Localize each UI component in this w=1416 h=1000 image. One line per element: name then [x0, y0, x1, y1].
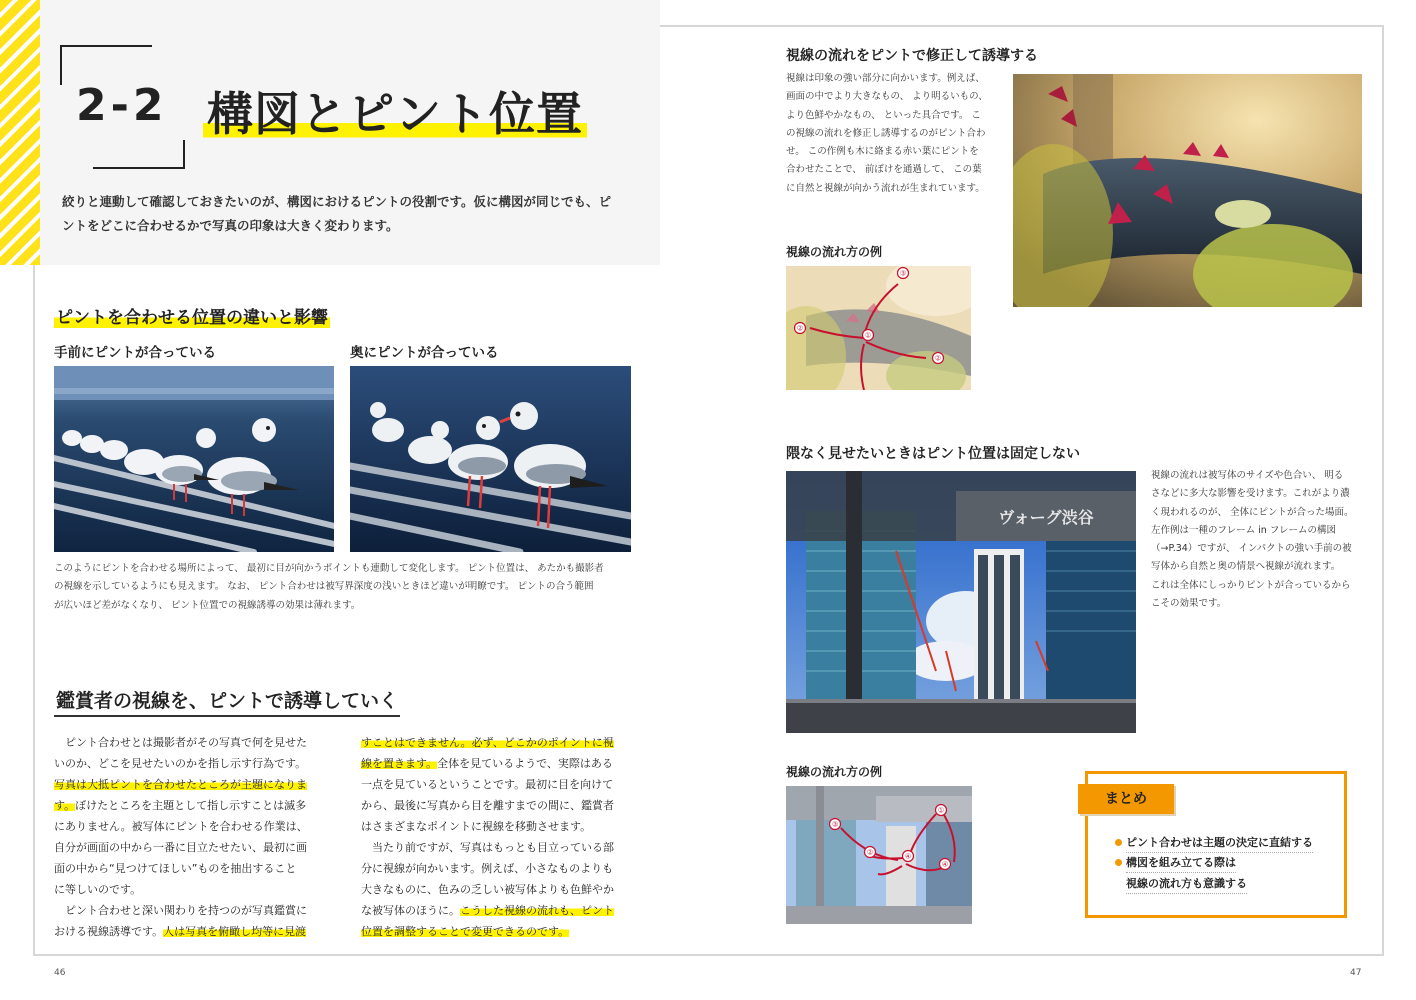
marker-2b: ②	[934, 354, 942, 363]
caption-line: このようにピントを合わせる場所によって、 最初に目が向かうポイントも連動して変化します。 ピント位置は、 あたかも撮影者	[54, 563, 604, 574]
text-line: の視線の流れを修正し誘導するのがピント合わ	[786, 127, 986, 139]
summary-item-2b: 視線の流れ方も意識する	[1126, 875, 1247, 894]
body-line: 当たり前ですが、写真はもっとも目立っている部	[372, 841, 614, 854]
example-label-1: 視線の流れ方の例	[786, 245, 883, 259]
summary-item-2a: 構図を組み立てる際は	[1126, 854, 1236, 873]
marker-3: ③	[899, 269, 907, 278]
section-heading-guide-gaze: 鑑賞者の視線を、ピントで誘導していく	[54, 686, 400, 717]
text-line: 視線の流れは被写体のサイズや色合い、 明る	[1151, 470, 1344, 481]
marker-3: ③	[831, 820, 839, 829]
text-line: に自然と視線が向かう流れが生まれています。	[786, 182, 985, 194]
summary-tag: まとめ	[1078, 784, 1174, 814]
marker-2: ②	[796, 324, 804, 333]
body-column-1	[54, 732, 344, 942]
body-line	[361, 732, 651, 753]
photo-gulls-front-focus	[54, 366, 334, 552]
text-line: 写体から自然と奥の情景へ視線が流れます。	[1151, 561, 1341, 573]
photo-gulls-back-focus	[350, 366, 631, 552]
highlight-text: 線を置きます。	[361, 757, 438, 770]
highlight-text: す。	[54, 799, 76, 812]
chapter-number: 2-2	[76, 80, 168, 131]
marker-4: ④	[904, 852, 912, 861]
body-line: 自分が画面の中から一番に目立たせたい、最初に画	[54, 841, 307, 854]
caption-line: の視線を示しているようにも見えます。 なお、 ピント合わせは被写界深度の浅いときほど違いが明瞭です。 ピントの合う範囲	[54, 581, 594, 593]
body-line: にありません。被写体にピントを合わせる作業は、	[54, 820, 308, 833]
text-line: （→P.34）ですが、 インパクトの強い手前の被	[1151, 543, 1352, 555]
right-mid-text	[1151, 467, 1376, 613]
corner-mark-top-v	[60, 45, 62, 85]
highlight-text: 人は写真を俯瞰し均等に見渡	[163, 925, 307, 938]
body-text-run: ぼけたところを主題として指し示すことは滅多	[75, 799, 307, 812]
text-line: せ。 この作例も木に絡まる赤い葉にピントを	[786, 146, 979, 158]
photo-gaze-example-buildings	[786, 786, 972, 924]
body-line: 大きなものに、色みの乏しい被写体よりも色鮮やか	[361, 883, 614, 896]
text-line: これは全体にしっかりピントが合っているから	[1151, 579, 1351, 591]
body-line	[361, 753, 651, 774]
body-column-2	[361, 732, 651, 942]
marker-4b: ④	[941, 860, 949, 869]
marker-1: ①	[937, 806, 945, 815]
body-text-run: おける視線誘導です。	[54, 925, 164, 938]
corner-mark-bottom-v	[183, 140, 185, 169]
page-frame-right	[1382, 25, 1384, 956]
page-frame-left	[33, 265, 35, 955]
right-top-text	[786, 70, 1006, 198]
heading-fixed-focus: 隈なく見せたいときはピント位置は固定しない	[786, 446, 1080, 462]
example-label-2: 視線の流れ方の例	[786, 765, 883, 779]
sign-text: ヴォーグ渋谷	[998, 508, 1094, 527]
highlight-text: すことはできません。必ず、どこかのポイントに視	[361, 736, 614, 749]
marker-1: ①	[864, 331, 872, 340]
body-line: 面の中から“見つけてほしい”ものを抽出すること	[54, 862, 297, 875]
text-line: 視線は印象の強い部分に向かいます。例えば、	[786, 73, 985, 84]
body-line: はさまざまなポイントに視線を移動させます。	[361, 820, 592, 833]
summary-item-1: ピント合わせは主題の決定に直結する	[1126, 834, 1313, 853]
body-line	[54, 921, 344, 942]
photo-shibuya-buildings	[786, 471, 1136, 733]
body-line	[54, 774, 344, 795]
corner-mark-bottom-h	[93, 167, 185, 169]
photo-red-leaves	[1013, 74, 1362, 307]
highlight-text: 位置を調整することで変更できるのです。	[361, 925, 570, 938]
chapter-title: 構図とピント位置	[203, 78, 587, 144]
body-line: ピント合わせとは撮影者がその写真で何を見せた	[65, 736, 307, 749]
text-line: さなどに多大な影響を受けます。これがより濃	[1151, 488, 1350, 500]
label-back-focus: 奥にピントが合っている	[350, 345, 499, 361]
body-line	[361, 921, 651, 942]
section-heading-focus-difference: ピントを合わせる位置の違いと影響	[54, 303, 330, 328]
body-line	[361, 900, 651, 921]
text-line: より色鮮やかなもの、 といった具合です。 こ	[786, 109, 981, 121]
page-frame-bottom	[33, 954, 1383, 956]
highlight-text: こうした視線の流れも、ピント	[460, 904, 614, 917]
caption-line: が広いほど差がなくなり、 ピント位置での視線誘導の効果は薄れます。	[54, 599, 361, 611]
bullet-icon	[1115, 839, 1122, 846]
intro-line: 絞りと連動して確認しておきたいのが、構図におけるピントの役割です。仮に構図が同じでも、ピ	[62, 194, 612, 209]
photo-gaze-example-leaves	[786, 266, 971, 390]
body-line: いのか、どこを見せたいのかを指し示す行為です。	[54, 757, 307, 770]
text-line: こその効果です。	[1151, 598, 1227, 610]
heading-correct-gaze: 視線の流れをピントで修正して誘導する	[786, 48, 1038, 64]
label-front-focus: 手前にピントが合っている	[54, 345, 216, 361]
yellow-stripe-decoration	[0, 0, 40, 265]
text-line: く現われるのが、 全体にピントが合った場面。	[1151, 506, 1354, 518]
body-line: 一点を見ているということです。最初に目を向けて	[361, 778, 614, 791]
highlight-text: 写真は大抵ピントを合わせたところが主題になりま	[54, 778, 307, 791]
marker-2: ②	[866, 848, 874, 857]
intro-paragraph	[62, 190, 642, 238]
page-frame-top-right	[660, 25, 1384, 27]
body-line: ピント合わせと深い関わりを持つのが写真鑑賞に	[65, 904, 307, 917]
page-number-left: 46	[54, 968, 66, 978]
body-line: 分に視線が向かいます。例えば、小さなものよりも	[361, 862, 614, 875]
body-line: から、最後に写真から目を離すまでの間に、鑑賞者	[361, 799, 614, 812]
page-number-right: 47	[1350, 968, 1362, 978]
bullet-icon	[1115, 859, 1122, 866]
text-line: 合わせたことで、 前ぼけを通過して、 この葉	[786, 164, 982, 176]
body-text-run: な被写体のほうに。	[361, 904, 460, 917]
corner-mark-top-h	[60, 45, 152, 47]
intro-line: ントをどこに合わせるかで写真の印象は大きく変わります。	[62, 218, 399, 233]
body-line	[54, 795, 344, 816]
body-text-run: 全体を見ているようで、実際はある	[437, 757, 613, 770]
body-line: に等しいのです。	[54, 883, 142, 896]
text-line: 左作例は一種のフレーム in フレームの構図	[1151, 524, 1336, 536]
text-line: 画面の中でより大きなもの、 より明るいもの、	[786, 91, 988, 103]
section1-caption	[54, 560, 634, 615]
